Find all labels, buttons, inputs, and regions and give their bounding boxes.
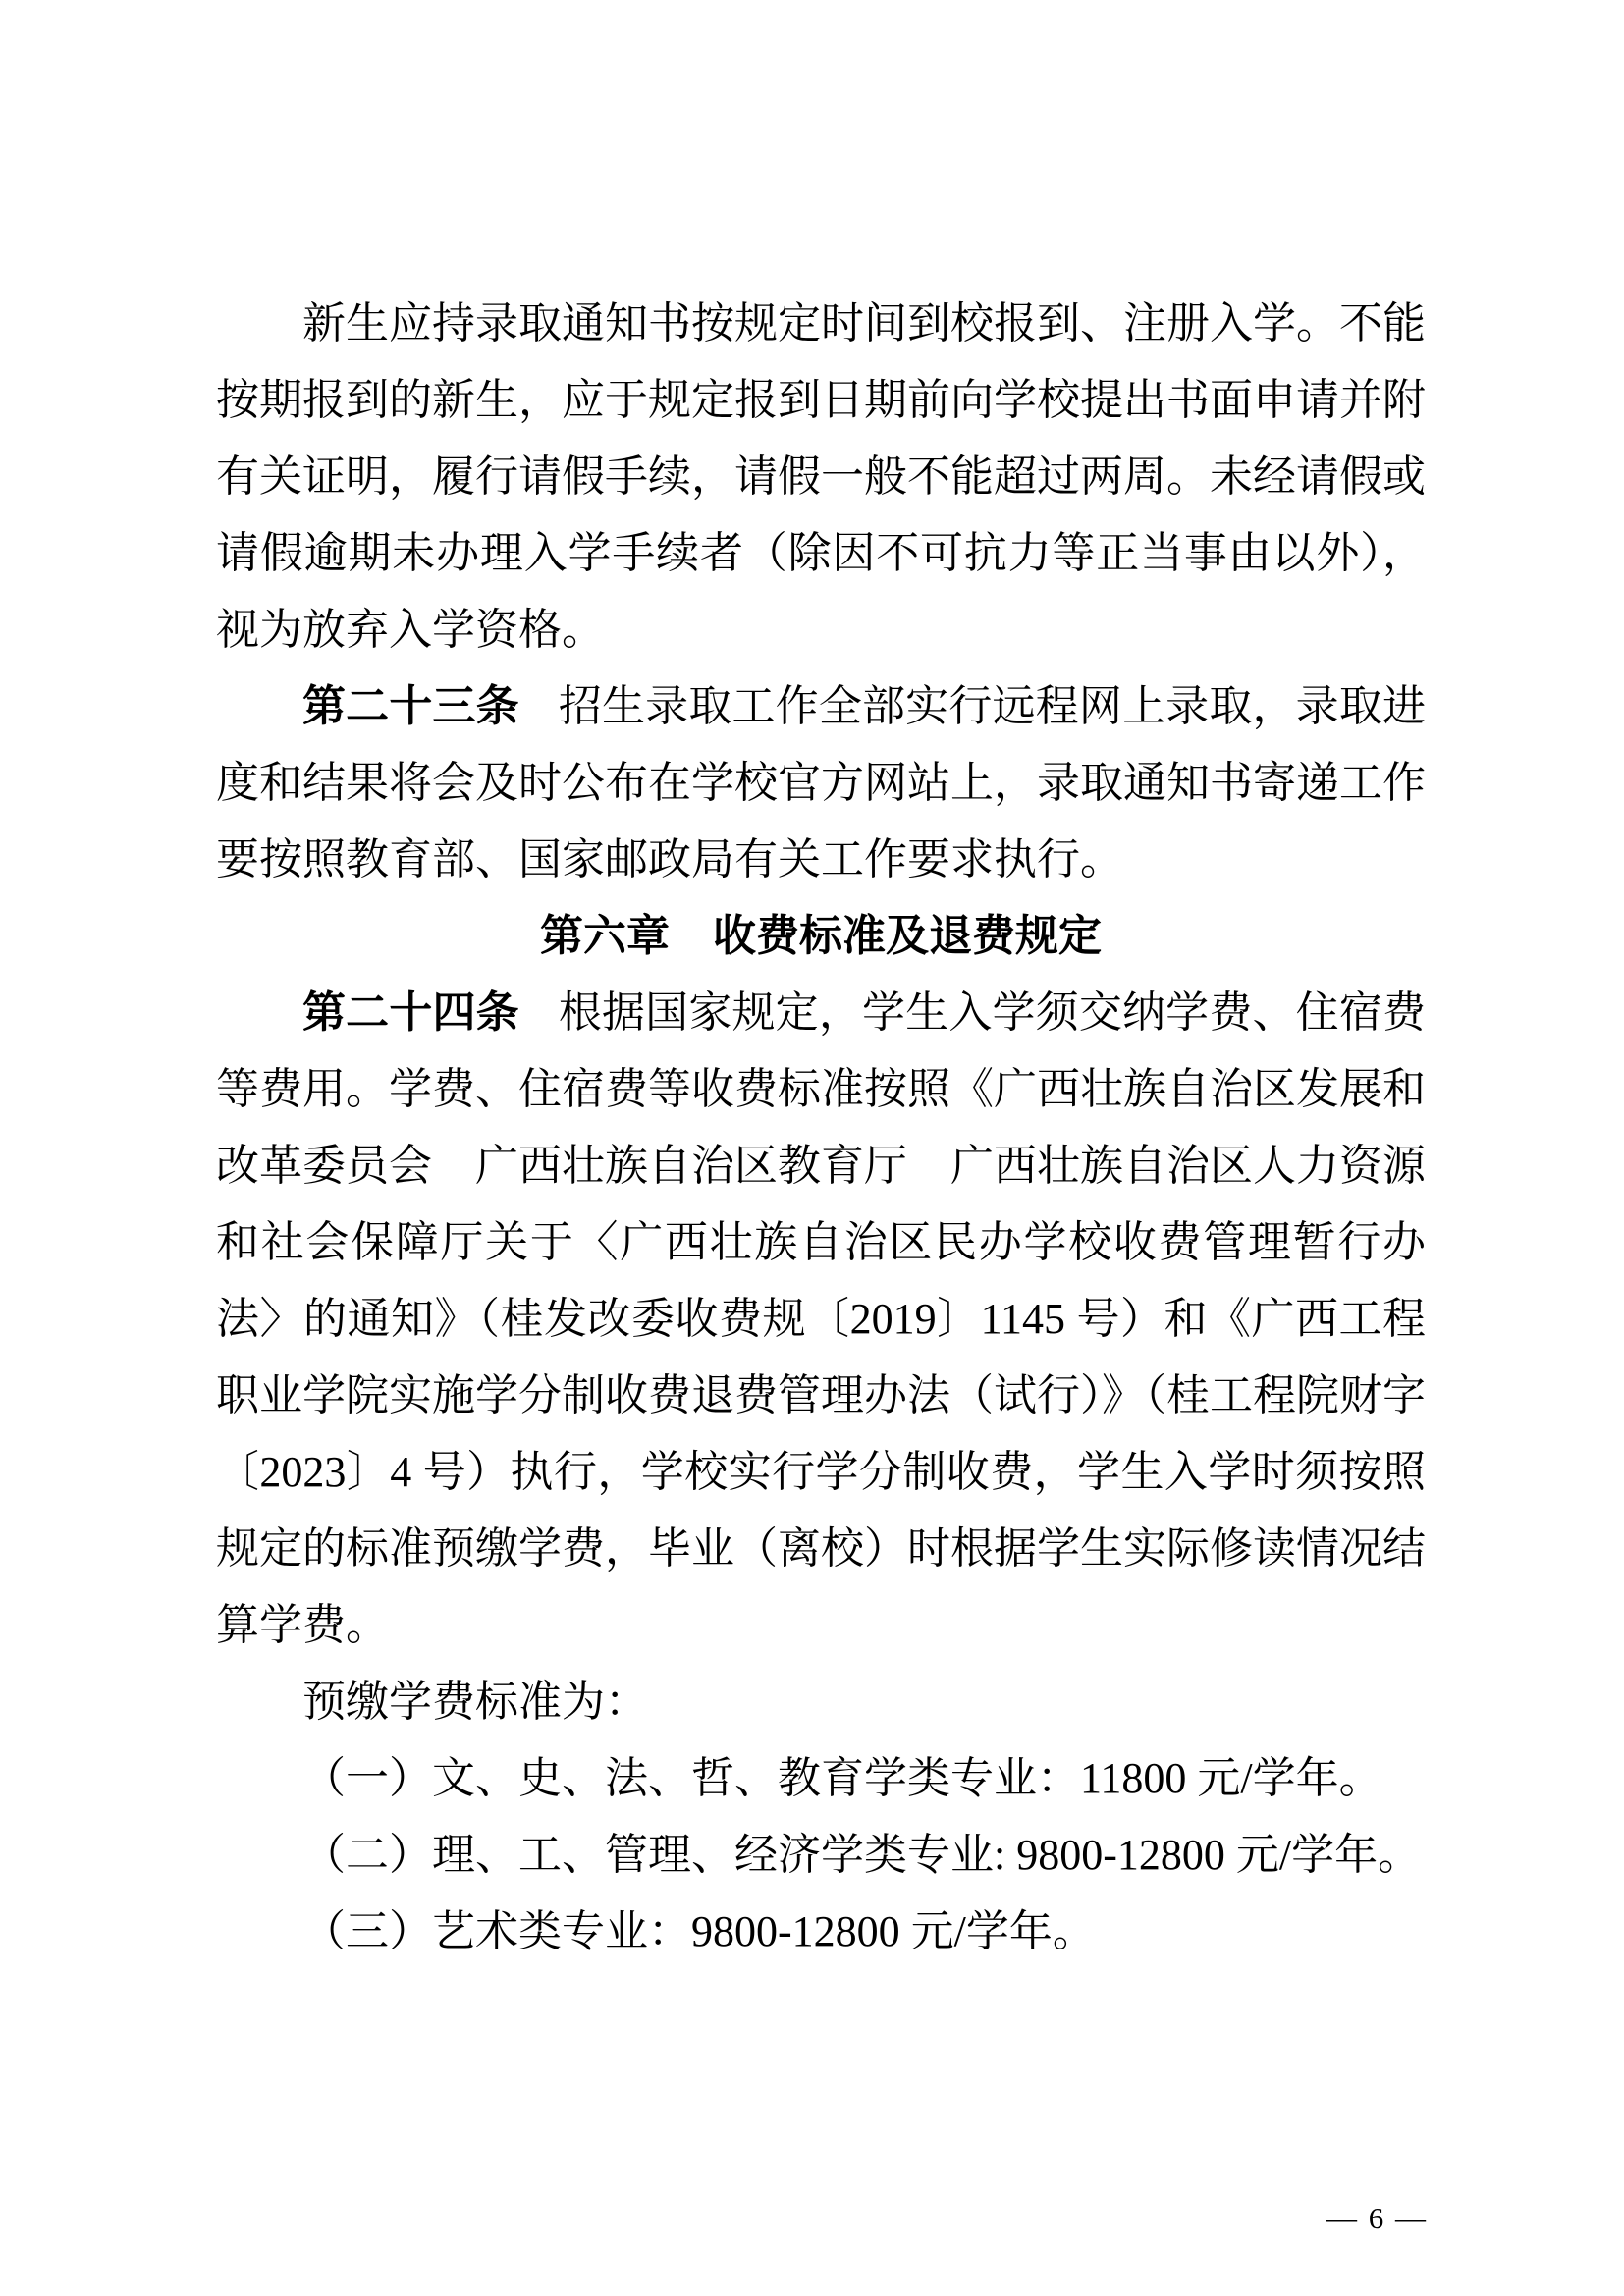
- fee-item-3: （三）艺术类专业：9800-12800 元/学年。: [302, 1907, 1096, 1955]
- article-24-text: 根据国家规定，学生入学须交纳学费、住宿费等费用。学费、住宿费等收费标准按照《广西壮族自治区发展和改革委员会 广西壮族自治区教育厅 广西壮族自治区人力资源和社会保障厅关于〈广西壮族自治区民办学校收费管理暂行办法〉的通知》（桂发改委收费规〔2019〕1145 号）和《广西工程职业学院实施学分制收费退费管理办法（试行）》（桂工程院财字〔2023〕4 号）执行，学校实行学分制收费，学生入学时须按照规定的标准预缴学费，毕业（离校）时根据学生实际修读情况结算学费。: [216, 988, 1427, 1649]
- page-number: — 6 —: [1326, 2201, 1428, 2235]
- article-23-text: 招生录取工作全部实行远程网上录取，录取进度和结果将会及时公布在学校官方网站上，录取通知书寄递工作要按照教育部、国家邮政局有关工作要求执行。: [216, 682, 1427, 883]
- article-23-term: 第二十三条: [302, 682, 519, 730]
- fee-item-1: （一）文、史、法、哲、教育学类专业：11800 元/学年。: [302, 1754, 1382, 1802]
- chapter-6-heading: 第六章 收费标准及退费规定: [540, 912, 1102, 960]
- paragraph-article-24: [216, 975, 1426, 1664]
- fee-item-2: （二）理、工、管理、经济学类专业: 9800-12800 元/学年。: [302, 1831, 1422, 1879]
- paragraph-article-23: [216, 668, 1426, 898]
- document-body: [216, 286, 1426, 1970]
- article-24-term: 第二十四条: [302, 988, 519, 1037]
- paragraph-prepaid-tuition-intro: 预缴学费标准为：: [302, 1678, 648, 1726]
- paragraph-enrollment-registration: 新生应持录取通知书按规定时间到校报到、注册入学。不能按期报到的新生，应于规定报到日期前向学校提出书面申请并附有关证明，履行请假手续，请假一般不能超过两周。未经请假或请假逾期未办理入学手续者（除因不可抗力等正当事由以外），视为放弃入学资格。: [216, 299, 1426, 654]
